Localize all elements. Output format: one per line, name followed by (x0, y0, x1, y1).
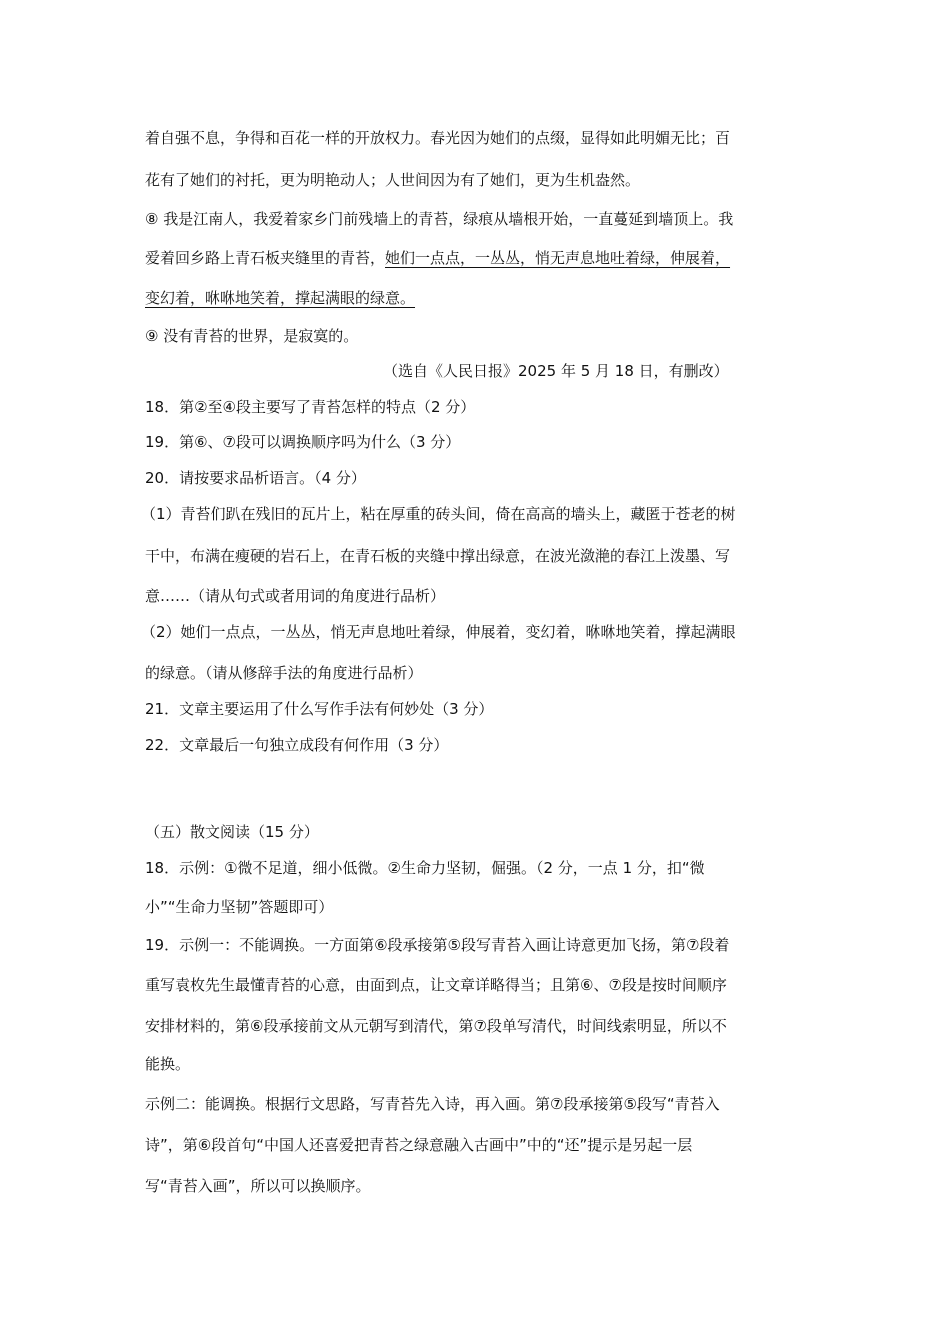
answer-19-line: 重写袁枚先生最懂青苔的心意，由面到点，让文章详略得当；且第⑥、⑦段是按时间顺序 (145, 976, 727, 994)
answer-19-line: 安排材料的，第⑥段承接前文从元朝写到清代，第⑦段单写清代，时间线索明显，所以不 (145, 1017, 727, 1035)
answer-19-example-2-line: 写“青苔入画”，所以可以换顺序。 (145, 1177, 371, 1195)
question-22: 22．文章最后一句独立成段有何作用（3 分） (145, 736, 449, 754)
answers-heading: （五）散文阅读（15 分） (145, 823, 319, 841)
passage-line: 着自强不息，争得和百花一样的开放权力。春光因为她们的点缀，显得如此明媚无比；百 (145, 129, 731, 147)
paragraph-8-line (145, 248, 815, 268)
question-20-1-line: （1）青苔们趴在残旧的瓦片上，粘在厚重的砖头间，倚在高高的墙头上，藏匿于苍老的树 (141, 505, 736, 523)
question-19: 19．第⑥、⑦段可以调换顺序吗为什么（3 分） (145, 433, 461, 451)
underlined-sentence: 她们一点点，一丛丛，悄无声息地吐着绿，伸展着， (385, 249, 731, 267)
question-20: 20．请按要求品析语言。（4 分） (145, 469, 366, 487)
answer-19-line: 19．示例一：不能调换。一方面第⑥段承接第⑤段写青苔入画让诗意更加飞扬，第⑦段着 (145, 936, 730, 954)
question-20-2-line: （2）她们一点点，一丛丛，悄无声息地吐着绿，伸展着，变幻着，咻咻地笑着，撑起满眼 (141, 623, 736, 641)
question-20-1-line: 干中，布满在瘦硬的岩石上，在青石板的夹缝中撑出绿意，在波光潋滟的春江上泼墨、写 (145, 547, 731, 565)
paragraph-8-line: ⑧ 我是江南人，我爱着家乡门前残墙上的青苔，绿痕从墙根开始，一直蔓延到墙顶上。我 (145, 210, 734, 228)
question-20-1-line: 意……（请从句式或者用词的角度进行品析） (145, 587, 446, 605)
question-20-2-line: 的绿意。（请从修辞手法的角度进行品析） (145, 664, 423, 682)
question-18: 18．第②至④段主要写了青苔怎样的特点（2 分） (145, 398, 476, 416)
answer-18-line: 18．示例：①微不足道，细小低微。②生命力坚韧，倔强。（2 分，一点 1 分，扣“微 (145, 859, 705, 877)
underlined-sentence: 变幻着，咻咻地笑着，撑起满眼的绿意。 (145, 289, 416, 307)
answer-18-line: 小”“生命力坚韧”答题即可） (145, 898, 334, 916)
paragraph-9: ⑨ 没有青苔的世界，是寂寞的。 (145, 327, 359, 345)
answer-19-example-2-line: 示例二：能调换。根据行文思路，写青苔先入诗，再入画。第⑦段承接第⑤段写“青苔入 (145, 1095, 720, 1113)
source-citation: （选自《人民日报》2025 年 5 月 18 日，有删改） (383, 362, 729, 380)
question-21: 21．文章主要运用了什么写作手法有何妙处（3 分） (145, 700, 494, 718)
passage-line: 花有了她们的衬托，更为明艳动人；人世间因为有了她们，更为生机盎然。 (145, 171, 641, 189)
paragraph-8-text: 爱着回乡路上青石板夹缝里的青苔， (145, 249, 386, 267)
answer-19-line: 能换。 (145, 1055, 191, 1073)
answer-19-example-2-line: 诗”，第⑥段首句“中国人还喜爱把青苔之绿意融入古画中”中的“还”提示是另起一层 (145, 1136, 693, 1154)
paragraph-8-line (145, 288, 815, 308)
